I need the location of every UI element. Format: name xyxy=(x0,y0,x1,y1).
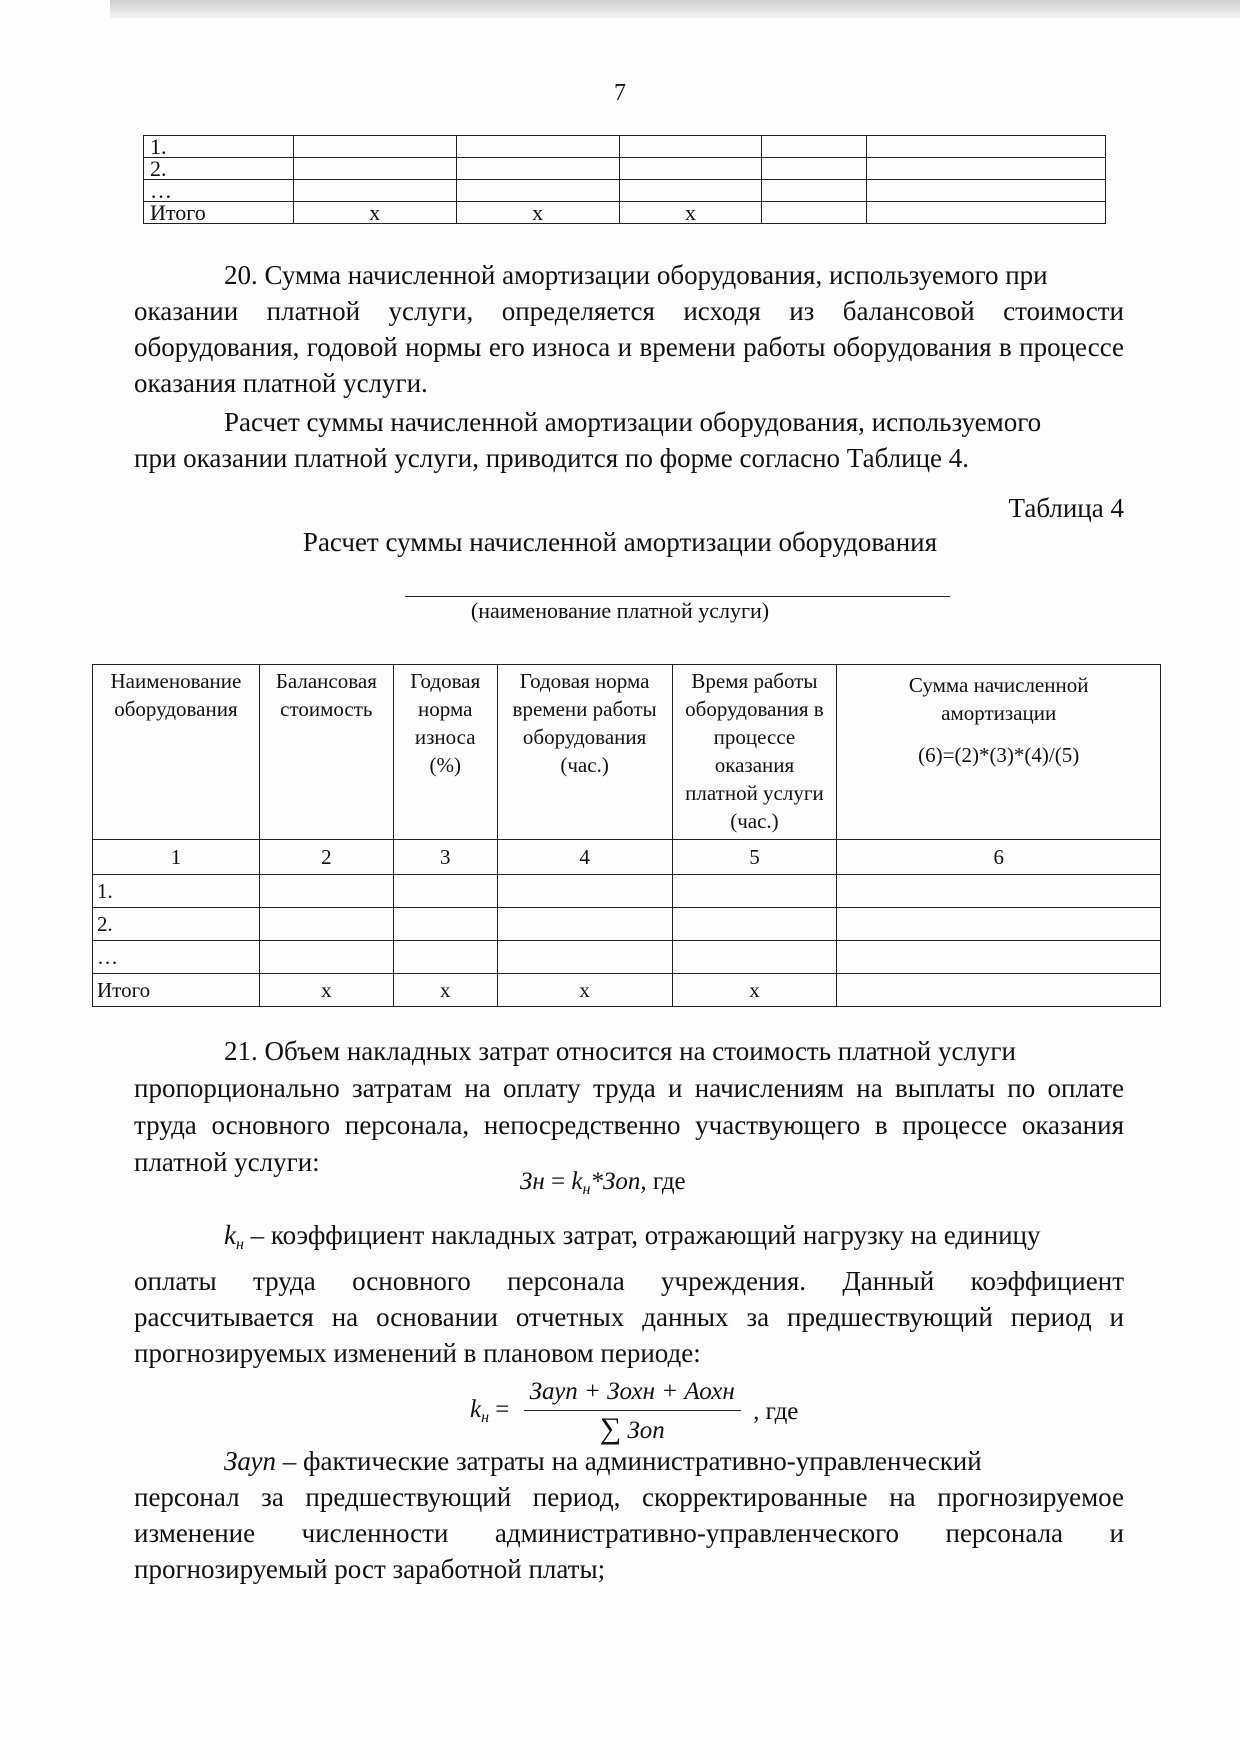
table-row xyxy=(144,136,1106,158)
table-cell: 2. xyxy=(144,158,294,180)
x-mark: х xyxy=(393,974,497,1007)
fill-in-line xyxy=(405,596,950,597)
fraction xyxy=(524,1374,741,1449)
table-row: 2. xyxy=(93,908,1161,941)
fraction-denominator: ∑ Зоп xyxy=(599,1412,665,1445)
table-cell: … xyxy=(144,180,294,202)
header-cell: Годовая норма износа (%) xyxy=(393,665,497,840)
scan-top-edge xyxy=(110,0,1240,18)
x-mark: х xyxy=(259,974,393,1007)
total-label: Итого xyxy=(144,202,294,224)
table-row xyxy=(144,158,1106,180)
table-title: Расчет суммы начисленной амортизации оборудования xyxy=(302,527,938,557)
header-cell: Годовая норма времени работы оборудования (час.) xyxy=(497,665,672,840)
table-total-row xyxy=(93,974,1161,1007)
header-cell: Время работы оборудования в процессе оказания платной услуги (час.) xyxy=(672,665,837,840)
x-mark: х xyxy=(456,202,619,224)
paragraph-zaup-definition: Зауп – фактические затраты на административно-управленческий персонал за предшествующий период, скорректированные на прогнозируемое изменение численности административно-управленческого персонала и прогнозируемый рост заработной платы; xyxy=(134,1446,1124,1584)
paragraph-20: 20. Сумма начисленной амортизации оборудования, используемого при оказании платной услуги, определяется исходя из балансовой стоимости оборудования, годовой нормы его износа и времени работы оборудования в процессе оказания платной услуги. xyxy=(134,260,1124,398)
paragraph-table4-reference: Расчет суммы начисленной амортизации оборудования, используемого при оказании платной услуги, приводится по форме согласно Таблице 4. xyxy=(134,407,1042,473)
header-cell: Наименование оборудования xyxy=(93,665,260,840)
table-3-continuation xyxy=(143,135,1106,224)
table-row: … xyxy=(93,941,1161,974)
x-mark: х xyxy=(497,974,672,1007)
table-row xyxy=(144,180,1106,202)
header-cell: Сумма начисленной амортизации (6)=(2)*(3)*(4)/(5) xyxy=(837,665,1161,840)
table-caption: Таблица 4 xyxy=(1008,493,1124,523)
fraction-numerator: Зауп + Зохн + Аохн xyxy=(524,1374,741,1411)
table-header-row xyxy=(93,665,1161,840)
page-number: 7 xyxy=(614,80,626,106)
column-number-row: 1 2 3 4 5 6 xyxy=(93,840,1161,875)
table-4-depreciation xyxy=(92,664,1161,1007)
kn-formula: $k_н$ = $\frac{\text{Зауп + Зохн + Аохн}}{\text{∑ Зоп}}$ , где xyxy=(470,1374,798,1449)
header-formula: (6)=(2)*(3)*(4)/(5) xyxy=(918,743,1080,767)
paragraph-21: 21. Объем накладных затрат относится на стоимость платной услуги пропорционально затратам на оплату труда и начислениям на выплаты по оплате труда основного персонала, непосредственно участвующего в процессе оказания платной услуги: xyxy=(134,1036,1124,1177)
table-cell: 1. xyxy=(144,136,294,158)
table-row: 1. xyxy=(93,875,1161,908)
table-total-row xyxy=(144,202,1106,224)
paragraph-kn-definition: $k_н$ – коэффициент накладных затрат, отражающий нагрузку на единицу оплаты труда основного персонала учреждения. Данный коэффициент рассчитывается на основании отчетных данных за предшествующий период и прогнозируемых изменений в плановом периоде: xyxy=(134,1220,1124,1368)
x-mark: х xyxy=(619,202,762,224)
x-mark: х xyxy=(293,202,456,224)
overhead-formula: Зн = $k_н*Зоп$, где xyxy=(520,1168,686,1198)
header-cell: Балансовая стоимость xyxy=(259,665,393,840)
x-mark: х xyxy=(672,974,837,1007)
total-label: Итого xyxy=(93,974,260,1007)
table-subtitle: (наименование платной услуги) xyxy=(470,598,770,623)
